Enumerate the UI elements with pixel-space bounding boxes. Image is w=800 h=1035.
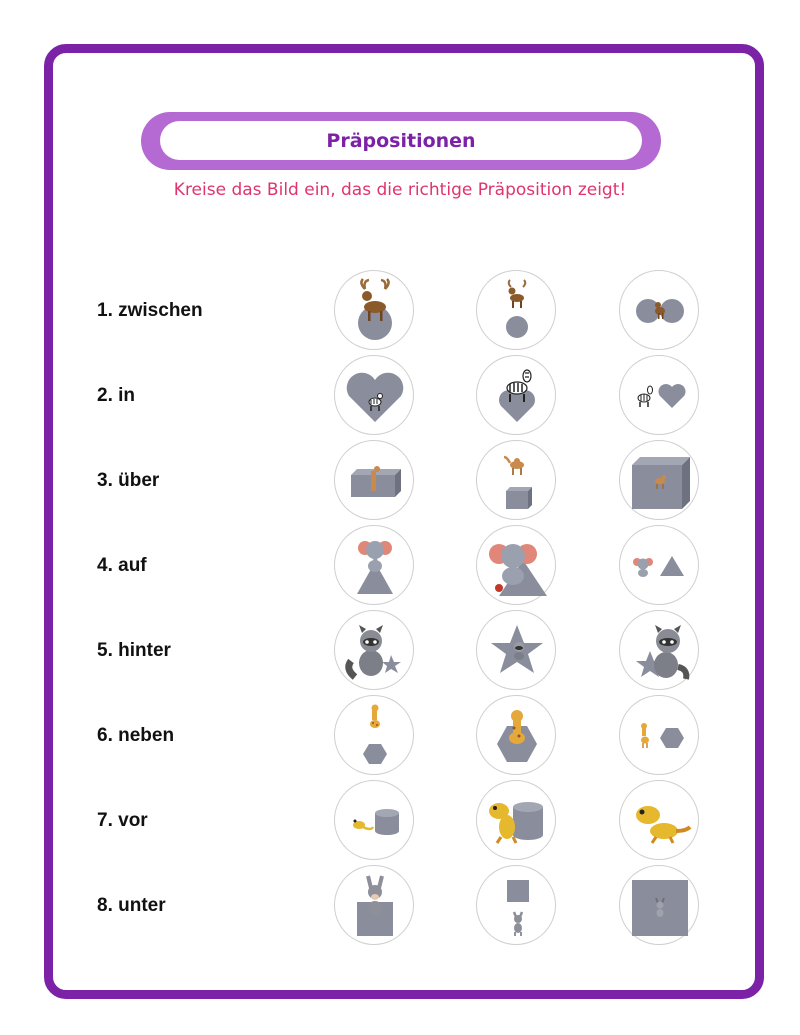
- row-label: 3. über: [97, 470, 160, 491]
- row-label: 5. hinter: [97, 640, 171, 661]
- answer-option-b[interactable]: [476, 610, 556, 690]
- lizard-icon: [489, 803, 516, 843]
- elephant-icon: [633, 558, 653, 577]
- answer-option-b[interactable]: [476, 780, 556, 860]
- donkey-icon: [368, 876, 382, 915]
- cylinder-shape-icon: [513, 802, 543, 840]
- exercise-row-8: [0, 865, 800, 950]
- answer-option-c[interactable]: [619, 610, 699, 690]
- answer-option-c[interactable]: [619, 355, 699, 435]
- exercise-row-6: [0, 695, 800, 780]
- row-label: 6. neben: [97, 725, 175, 746]
- triangle-shape-icon: [660, 556, 684, 576]
- title-box: [160, 121, 642, 160]
- answer-option-c[interactable]: [619, 270, 699, 350]
- row-label: 2. in: [97, 385, 136, 406]
- cylinder-shape-icon: [375, 809, 399, 835]
- answer-option-b[interactable]: [476, 270, 556, 350]
- row-label: 8. unter: [97, 895, 166, 916]
- lizard-icon: [636, 806, 690, 843]
- hexagon-shape-icon: [363, 744, 387, 764]
- star-shape-icon: [382, 655, 401, 673]
- hexagon-shape-icon: [660, 728, 684, 748]
- row-label: 4. auf: [97, 555, 147, 576]
- answer-option-a[interactable]: [334, 610, 414, 690]
- answer-option-c[interactable]: [619, 525, 699, 605]
- worksheet-title: Präpositionen: [326, 129, 476, 152]
- camel-icon: [504, 457, 524, 475]
- exercise-row-1: [0, 270, 800, 355]
- raccoon-icon: [654, 625, 686, 679]
- answer-option-c[interactable]: [619, 695, 699, 775]
- answer-option-a[interactable]: [334, 780, 414, 860]
- square-shape-icon: [507, 880, 529, 902]
- exercise-row-7: [0, 780, 800, 865]
- answer-option-a[interactable]: [334, 355, 414, 435]
- row-label: 7. vor: [97, 810, 148, 831]
- zebra-icon: [638, 386, 653, 407]
- row-label: 1. zwischen: [97, 300, 203, 321]
- answer-option-a[interactable]: [334, 440, 414, 520]
- cube-shape-icon: [506, 487, 532, 509]
- exercise-row-2: [0, 355, 800, 440]
- moose-icon: [509, 280, 526, 308]
- answer-option-c[interactable]: [619, 865, 699, 945]
- answer-option-a[interactable]: [334, 695, 414, 775]
- answer-option-b[interactable]: [476, 355, 556, 435]
- answer-option-a[interactable]: [334, 270, 414, 350]
- answer-option-b[interactable]: [476, 695, 556, 775]
- giraffe-icon: [370, 705, 380, 729]
- circle-shape-icon: [506, 316, 528, 338]
- answer-option-c[interactable]: [619, 780, 699, 860]
- giraffe-icon: [641, 723, 649, 748]
- answer-option-c[interactable]: [619, 440, 699, 520]
- lizard-icon: [353, 820, 373, 830]
- raccoon-icon: [349, 625, 383, 677]
- exercise-row-3: [0, 440, 800, 525]
- answer-option-b[interactable]: [476, 440, 556, 520]
- heart-shape-icon: [347, 373, 404, 422]
- heart-shape-icon: [499, 390, 535, 422]
- answer-option-a[interactable]: [334, 865, 414, 945]
- answer-option-b[interactable]: [476, 525, 556, 605]
- heart-shape-icon: [659, 384, 686, 408]
- answer-option-b[interactable]: [476, 865, 556, 945]
- donkey-icon: [514, 912, 522, 936]
- elephant-icon: [358, 541, 392, 572]
- instruction-text: Kreise das Bild ein, das die richtige Präposition zeigt!: [173, 180, 627, 200]
- exercise-row-5: [0, 610, 800, 695]
- exercise-row-4: [0, 525, 800, 610]
- answer-option-a[interactable]: [334, 525, 414, 605]
